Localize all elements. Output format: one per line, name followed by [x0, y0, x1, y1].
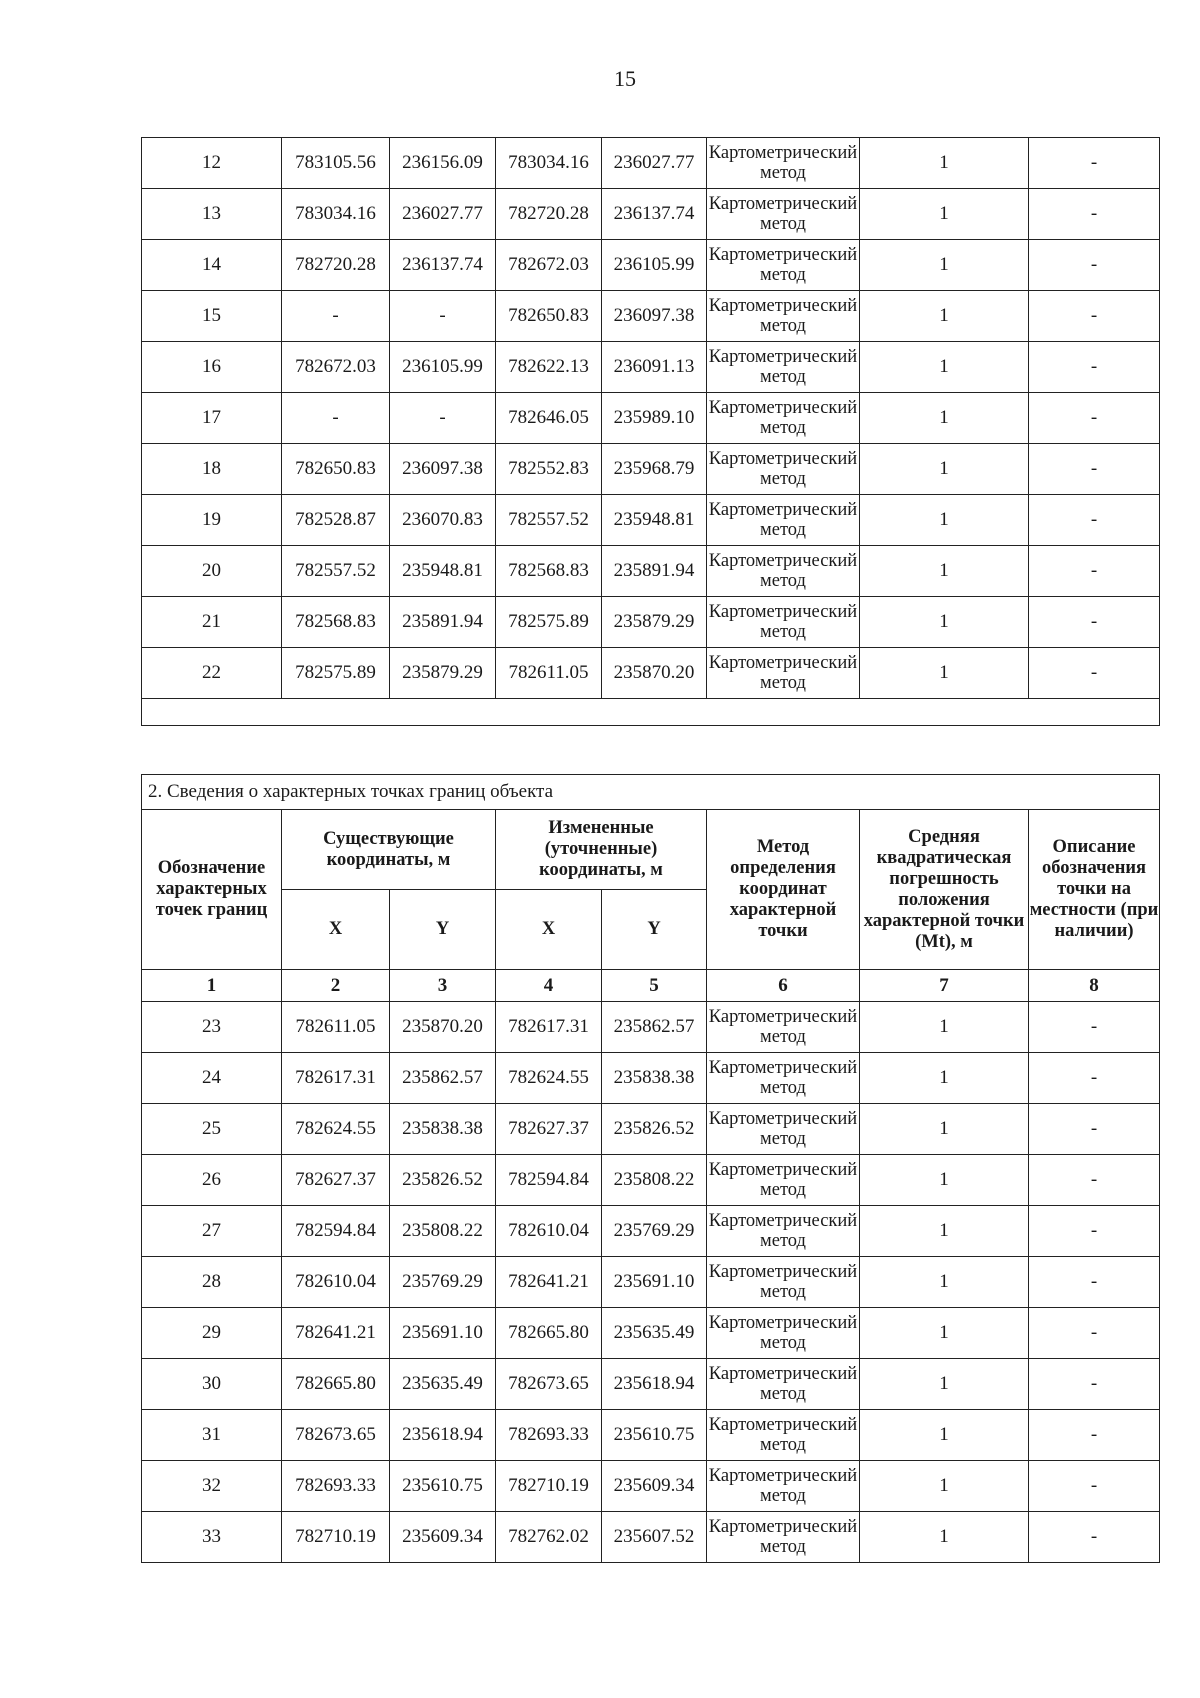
method-cell: Картометрический метод — [707, 1257, 860, 1308]
existing-y-cell: 236097.38 — [390, 444, 496, 495]
point-id-cell: 16 — [142, 342, 282, 393]
table-row — [142, 444, 1160, 495]
changed-y-cell: 235838.38 — [602, 1053, 707, 1104]
method-cell: Картометрический метод — [707, 1410, 860, 1461]
changed-x-cell: 782617.31 — [496, 1002, 602, 1053]
changed-y-cell: 235610.75 — [602, 1410, 707, 1461]
column-number-row — [142, 970, 1160, 1002]
method-cell: Картометрический метод — [707, 495, 860, 546]
boundary-points-table — [141, 774, 1160, 1563]
existing-x-cell: 782627.37 — [282, 1155, 390, 1206]
existing-x-cell: 782720.28 — [282, 240, 390, 291]
point-id-cell: 31 — [142, 1410, 282, 1461]
table-row — [142, 1104, 1160, 1155]
description-cell: - — [1029, 1257, 1160, 1308]
error-cell: 1 — [860, 1053, 1029, 1104]
point-id-cell: 27 — [142, 1206, 282, 1257]
existing-x-cell: 782557.52 — [282, 546, 390, 597]
description-cell: - — [1029, 495, 1160, 546]
changed-x-cell: 782624.55 — [496, 1053, 602, 1104]
description-cell: - — [1029, 444, 1160, 495]
existing-y-cell: 235769.29 — [390, 1257, 496, 1308]
description-cell: - — [1029, 1359, 1160, 1410]
changed-x-cell: 782693.33 — [496, 1410, 602, 1461]
existing-y-cell: 235609.34 — [390, 1512, 496, 1563]
error-cell: 1 — [860, 444, 1029, 495]
existing-y-cell: 235870.20 — [390, 1002, 496, 1053]
description-cell: - — [1029, 240, 1160, 291]
table-row — [142, 1053, 1160, 1104]
changed-y-cell: 236105.99 — [602, 240, 707, 291]
error-cell: 1 — [860, 1308, 1029, 1359]
existing-y-cell: 235948.81 — [390, 546, 496, 597]
error-cell: 1 — [860, 1206, 1029, 1257]
error-cell: 1 — [860, 546, 1029, 597]
changed-y-cell: 236027.77 — [602, 138, 707, 189]
existing-x-cell: 783105.56 — [282, 138, 390, 189]
table-row — [142, 1257, 1160, 1308]
changed-x-cell: 782762.02 — [496, 1512, 602, 1563]
header-error: Средняя квадратическая погрешность положения характерной точки (Mt), м — [860, 810, 1029, 970]
point-id-cell: 13 — [142, 189, 282, 240]
column-number: 7 — [860, 970, 1029, 1002]
existing-y-cell: 235610.75 — [390, 1461, 496, 1512]
changed-y-cell: 236091.13 — [602, 342, 707, 393]
changed-x-cell: 782720.28 — [496, 189, 602, 240]
point-id-cell: 18 — [142, 444, 282, 495]
method-cell: Картометрический метод — [707, 1053, 860, 1104]
existing-x-cell: 782665.80 — [282, 1359, 390, 1410]
table-row — [142, 597, 1160, 648]
error-cell: 1 — [860, 1359, 1029, 1410]
table-row — [142, 1359, 1160, 1410]
existing-x-cell: 782575.89 — [282, 648, 390, 699]
changed-x-cell: 782672.03 — [496, 240, 602, 291]
existing-y-cell: 236156.09 — [390, 138, 496, 189]
existing-x-cell: 782610.04 — [282, 1257, 390, 1308]
changed-x-cell: 782594.84 — [496, 1155, 602, 1206]
description-cell: - — [1029, 1104, 1160, 1155]
point-id-cell: 26 — [142, 1155, 282, 1206]
changed-y-cell: 235948.81 — [602, 495, 707, 546]
error-cell: 1 — [860, 1002, 1029, 1053]
method-cell: Картометрический метод — [707, 342, 860, 393]
point-id-cell: 25 — [142, 1104, 282, 1155]
header-changed-coords: Измененные (уточненные) координаты, м — [496, 810, 707, 890]
changed-y-cell: 235989.10 — [602, 393, 707, 444]
error-cell: 1 — [860, 393, 1029, 444]
error-cell: 1 — [860, 291, 1029, 342]
method-cell: Картометрический метод — [707, 1206, 860, 1257]
error-cell: 1 — [860, 342, 1029, 393]
header-existing-coords: Существующие координаты, м — [282, 810, 496, 890]
table-row — [142, 189, 1160, 240]
changed-y-cell: 235607.52 — [602, 1512, 707, 1563]
changed-y-cell: 235870.20 — [602, 648, 707, 699]
existing-x-cell: 782693.33 — [282, 1461, 390, 1512]
error-cell: 1 — [860, 1104, 1029, 1155]
method-cell: Картометрический метод — [707, 1512, 860, 1563]
existing-x-cell: - — [282, 291, 390, 342]
changed-x-cell: 782641.21 — [496, 1257, 602, 1308]
description-cell: - — [1029, 291, 1160, 342]
existing-y-cell: 235891.94 — [390, 597, 496, 648]
error-cell: 1 — [860, 138, 1029, 189]
column-number: 4 — [496, 970, 602, 1002]
column-number: 5 — [602, 970, 707, 1002]
description-cell: - — [1029, 648, 1160, 699]
error-cell: 1 — [860, 648, 1029, 699]
method-cell: Картометрический метод — [707, 291, 860, 342]
description-cell: - — [1029, 1206, 1160, 1257]
changed-x-cell: 782650.83 — [496, 291, 602, 342]
description-cell: - — [1029, 393, 1160, 444]
column-number: 2 — [282, 970, 390, 1002]
method-cell: Картометрический метод — [707, 1461, 860, 1512]
header-existing-y: Y — [390, 890, 496, 970]
description-cell: - — [1029, 597, 1160, 648]
error-cell: 1 — [860, 1155, 1029, 1206]
description-cell: - — [1029, 1410, 1160, 1461]
existing-y-cell: 235808.22 — [390, 1206, 496, 1257]
changed-y-cell: 235826.52 — [602, 1104, 707, 1155]
existing-x-cell: 782650.83 — [282, 444, 390, 495]
empty-row — [142, 699, 1160, 726]
point-id-cell: 24 — [142, 1053, 282, 1104]
description-cell: - — [1029, 189, 1160, 240]
existing-y-cell: - — [390, 393, 496, 444]
changed-y-cell: 235808.22 — [602, 1155, 707, 1206]
changed-x-cell: 782665.80 — [496, 1308, 602, 1359]
changed-y-cell: 236137.74 — [602, 189, 707, 240]
description-cell: - — [1029, 1512, 1160, 1563]
changed-x-cell: 782710.19 — [496, 1461, 602, 1512]
existing-x-cell: 782568.83 — [282, 597, 390, 648]
existing-x-cell: 782528.87 — [282, 495, 390, 546]
changed-x-cell: 783034.16 — [496, 138, 602, 189]
column-number: 6 — [707, 970, 860, 1002]
changed-x-cell: 782622.13 — [496, 342, 602, 393]
changed-x-cell: 782627.37 — [496, 1104, 602, 1155]
changed-x-cell: 782611.05 — [496, 648, 602, 699]
point-id-cell: 28 — [142, 1257, 282, 1308]
method-cell: Картометрический метод — [707, 240, 860, 291]
column-number: 1 — [142, 970, 282, 1002]
existing-x-cell: 782673.65 — [282, 1410, 390, 1461]
error-cell: 1 — [860, 1512, 1029, 1563]
description-cell: - — [1029, 1461, 1160, 1512]
changed-x-cell: 782575.89 — [496, 597, 602, 648]
existing-x-cell: 782624.55 — [282, 1104, 390, 1155]
existing-y-cell: 236027.77 — [390, 189, 496, 240]
description-cell: - — [1029, 1155, 1160, 1206]
existing-x-cell: 783034.16 — [282, 189, 390, 240]
existing-x-cell: 782611.05 — [282, 1002, 390, 1053]
point-id-cell: 15 — [142, 291, 282, 342]
table-row — [142, 1155, 1160, 1206]
column-number: 8 — [1029, 970, 1160, 1002]
table-row — [142, 240, 1160, 291]
table-row — [142, 648, 1160, 699]
header-existing-x: X — [282, 890, 390, 970]
description-cell: - — [1029, 1053, 1160, 1104]
description-cell: - — [1029, 342, 1160, 393]
table-row — [142, 495, 1160, 546]
changed-y-cell: 235891.94 — [602, 546, 707, 597]
method-cell: Картометрический метод — [707, 648, 860, 699]
table-row — [142, 138, 1160, 189]
method-cell: Картометрический метод — [707, 1002, 860, 1053]
existing-y-cell: 235618.94 — [390, 1410, 496, 1461]
point-id-cell: 30 — [142, 1359, 282, 1410]
point-id-cell: 12 — [142, 138, 282, 189]
method-cell: Картометрический метод — [707, 1155, 860, 1206]
header-changed-y: Y — [602, 890, 707, 970]
error-cell: 1 — [860, 495, 1029, 546]
error-cell: 1 — [860, 189, 1029, 240]
method-cell: Картометрический метод — [707, 138, 860, 189]
error-cell: 1 — [860, 240, 1029, 291]
description-cell: - — [1029, 546, 1160, 597]
method-cell: Картометрический метод — [707, 444, 860, 495]
point-id-cell: 29 — [142, 1308, 282, 1359]
existing-y-cell: 235826.52 — [390, 1155, 496, 1206]
table-row — [142, 291, 1160, 342]
error-cell: 1 — [860, 1461, 1029, 1512]
changed-y-cell: 235862.57 — [602, 1002, 707, 1053]
table-row — [142, 1461, 1160, 1512]
coordinates-table-continued — [141, 137, 1160, 726]
changed-y-cell: 235691.10 — [602, 1257, 707, 1308]
existing-x-cell: 782710.19 — [282, 1512, 390, 1563]
changed-x-cell: 782646.05 — [496, 393, 602, 444]
point-id-cell: 19 — [142, 495, 282, 546]
existing-x-cell: 782641.21 — [282, 1308, 390, 1359]
table-row — [142, 342, 1160, 393]
method-cell: Картометрический метод — [707, 189, 860, 240]
description-cell: - — [1029, 1308, 1160, 1359]
existing-y-cell: 235635.49 — [390, 1359, 496, 1410]
point-id-cell: 23 — [142, 1002, 282, 1053]
method-cell: Картометрический метод — [707, 1308, 860, 1359]
existing-y-cell: - — [390, 291, 496, 342]
changed-y-cell: 235635.49 — [602, 1308, 707, 1359]
existing-y-cell: 236070.83 — [390, 495, 496, 546]
column-number: 3 — [390, 970, 496, 1002]
header-designation: Обозначение характерных точек границ — [142, 810, 282, 970]
changed-y-cell: 235968.79 — [602, 444, 707, 495]
existing-y-cell: 235691.10 — [390, 1308, 496, 1359]
existing-x-cell: 782617.31 — [282, 1053, 390, 1104]
error-cell: 1 — [860, 1257, 1029, 1308]
point-id-cell: 14 — [142, 240, 282, 291]
changed-y-cell: 235769.29 — [602, 1206, 707, 1257]
point-id-cell: 21 — [142, 597, 282, 648]
description-cell: - — [1029, 1002, 1160, 1053]
point-id-cell: 33 — [142, 1512, 282, 1563]
existing-x-cell: - — [282, 393, 390, 444]
existing-y-cell: 236137.74 — [390, 240, 496, 291]
description-cell: - — [1029, 138, 1160, 189]
method-cell: Картометрический метод — [707, 1359, 860, 1410]
point-id-cell: 22 — [142, 648, 282, 699]
existing-x-cell: 782594.84 — [282, 1206, 390, 1257]
changed-x-cell: 782568.83 — [496, 546, 602, 597]
point-id-cell: 20 — [142, 546, 282, 597]
page-number: 15 — [614, 66, 636, 91]
table-row — [142, 1410, 1160, 1461]
method-cell: Картометрический метод — [707, 1104, 860, 1155]
existing-x-cell: 782672.03 — [282, 342, 390, 393]
changed-x-cell: 782552.83 — [496, 444, 602, 495]
point-id-cell: 32 — [142, 1461, 282, 1512]
header-description: Описание обозначения точки на местности (при наличии) — [1029, 810, 1160, 970]
changed-y-cell: 236097.38 — [602, 291, 707, 342]
changed-x-cell: 782557.52 — [496, 495, 602, 546]
point-id-cell: 17 — [142, 393, 282, 444]
changed-y-cell: 235879.29 — [602, 597, 707, 648]
error-cell: 1 — [860, 1410, 1029, 1461]
changed-y-cell: 235618.94 — [602, 1359, 707, 1410]
method-cell: Картометрический метод — [707, 546, 860, 597]
changed-x-cell: 782673.65 — [496, 1359, 602, 1410]
existing-y-cell: 235838.38 — [390, 1104, 496, 1155]
error-cell: 1 — [860, 597, 1029, 648]
empty-cell — [142, 699, 1160, 726]
changed-x-cell: 782610.04 — [496, 1206, 602, 1257]
table-row — [142, 393, 1160, 444]
table-row — [142, 1206, 1160, 1257]
method-cell: Картометрический метод — [707, 393, 860, 444]
table-row — [142, 1002, 1160, 1053]
changed-y-cell: 235609.34 — [602, 1461, 707, 1512]
header-method: Метод определения координат характерной точки — [707, 810, 860, 970]
header-changed-x: X — [496, 890, 602, 970]
table-row — [142, 546, 1160, 597]
section-caption: 2. Сведения о характерных точках границ объекта — [142, 775, 1160, 810]
table-row — [142, 1512, 1160, 1563]
existing-y-cell: 235862.57 — [390, 1053, 496, 1104]
method-cell: Картометрический метод — [707, 597, 860, 648]
existing-y-cell: 235879.29 — [390, 648, 496, 699]
table-row — [142, 1308, 1160, 1359]
existing-y-cell: 236105.99 — [390, 342, 496, 393]
